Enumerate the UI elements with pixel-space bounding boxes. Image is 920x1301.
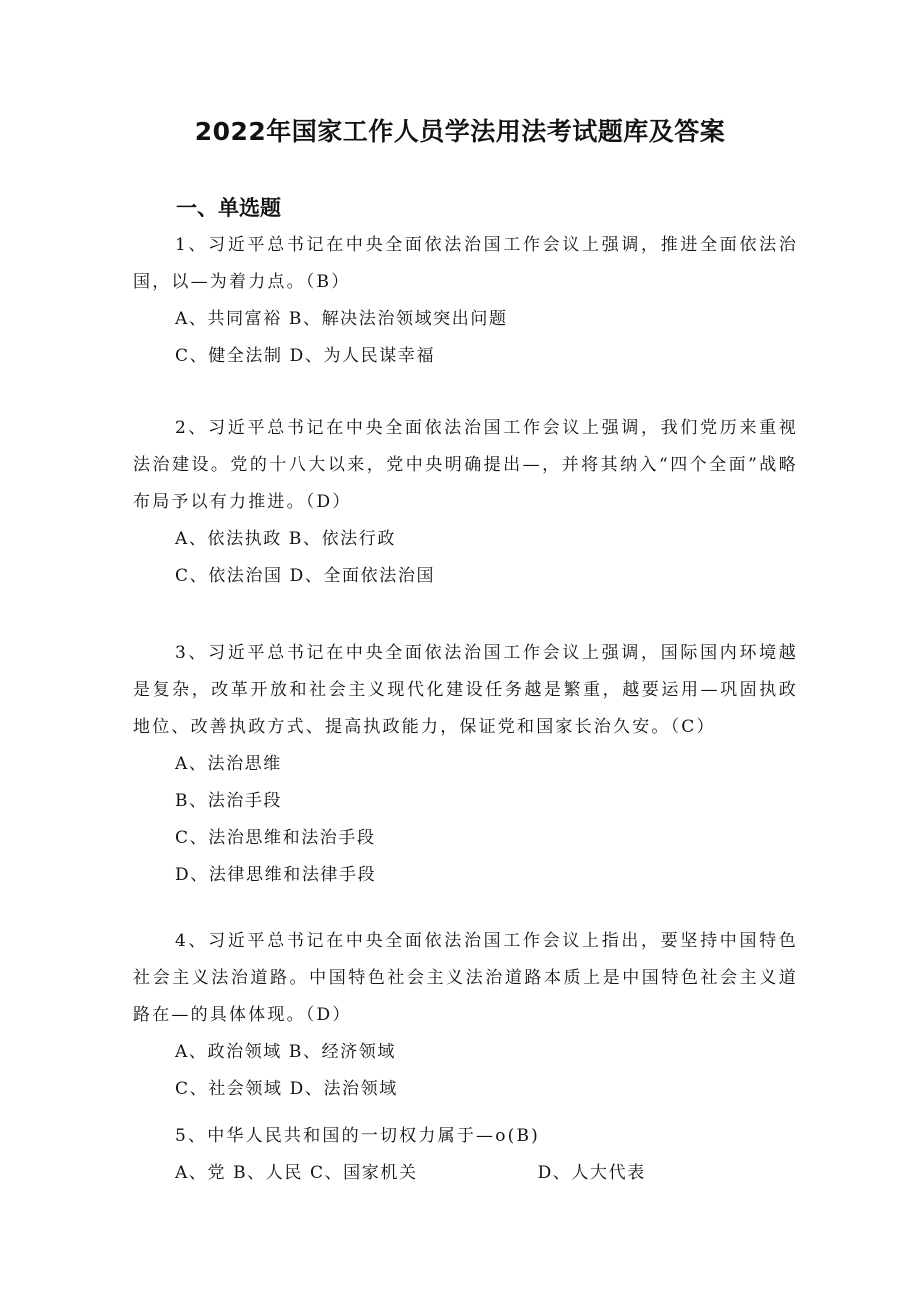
question-4	[133, 923, 798, 1108]
question-stem: 5、中华人民共和国的一切权力属于—o(B)	[175, 1126, 541, 1146]
question-option-row	[133, 1155, 798, 1192]
question-option: A、依法执政 B、依法行政	[175, 529, 396, 549]
section-heading: 一、单选题	[176, 196, 281, 220]
question-option: A、共同富裕 B、解决法治领域突出问题	[175, 309, 508, 329]
question-stem: 4、习近平总书记在中央全面依法治国工作会议上指出，要坚持中国特色社会主义法治道路。中国特色社会主义法治道路本质上是中国特色社会主义道路在—的具体体现。（D）	[133, 931, 798, 1025]
question-stem: 1、习近平总书记在中央全面依法治国工作会议上强调，推进全面依法治国，以—为着力点。（B）	[133, 235, 798, 292]
question-2	[133, 410, 798, 595]
question-1	[133, 227, 798, 375]
question-option: D、人大代表	[537, 1163, 646, 1183]
question-option: C、社会领域 D、法治领域	[175, 1079, 398, 1099]
question-3	[133, 635, 798, 894]
question-5	[133, 1118, 798, 1192]
question-option: C、依法治国 D、全面依法治国	[175, 566, 436, 586]
question-option: B、法治手段	[175, 791, 283, 811]
question-option: A、党 B、人民 C、国家机关	[175, 1163, 418, 1183]
document-title: 2022年国家工作人员学法用法考试题库及答案	[194, 117, 726, 146]
question-stem: 2、习近平总书记在中央全面依法治国工作会议上强调，我们党历来重视法治建设。党的十八大以来，党中央明确提出—，并将其纳入“四个全面”战略布局予以有力推进。（D）	[133, 418, 798, 512]
question-option: A、法治思维	[175, 754, 282, 774]
question-option: C、健全法制 D、为人民谋幸福	[175, 346, 436, 366]
question-stem: 3、习近平总书记在中央全面依法治国工作会议上强调，国际国内环境越是复杂，改革开放和社会主义现代化建设任务越是繁重，越要运用—巩固执政地位、改善执政方式、提高执政能力，保证党和国家长治久安。（C）	[133, 643, 798, 737]
question-option: A、政治领域 B、经济领域	[175, 1042, 396, 1062]
question-option: C、法治思维和法治手段	[175, 828, 376, 848]
question-option: D、法律思维和法律手段	[175, 865, 377, 885]
